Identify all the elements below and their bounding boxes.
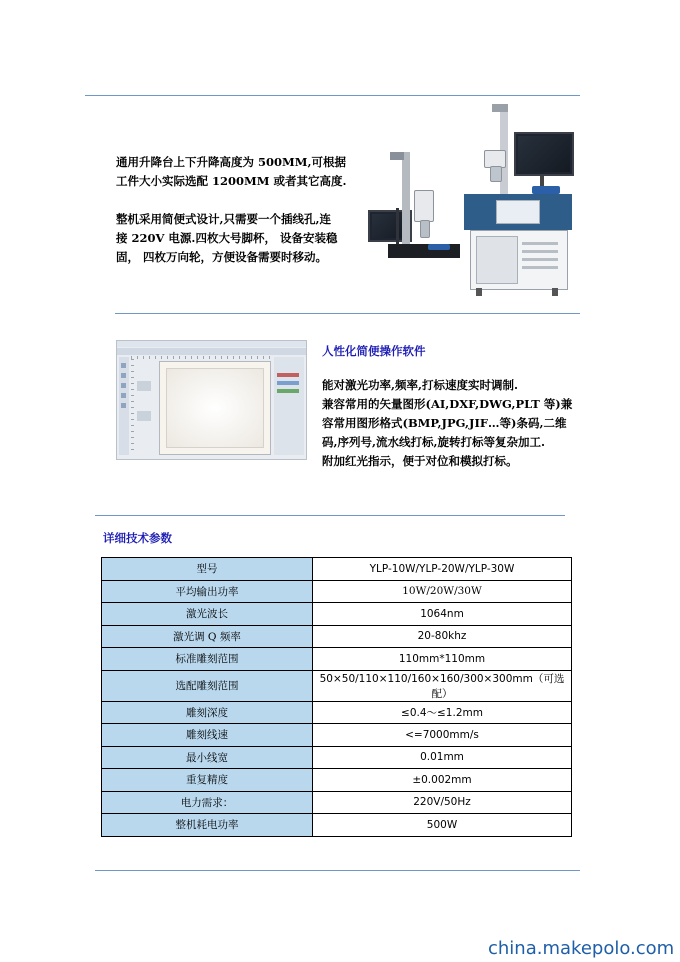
spec-value: <=7000mm/s — [313, 724, 572, 747]
spec-label: 雕刻线速 — [102, 724, 313, 747]
spec-label: 激光波长 — [102, 603, 313, 626]
software-line-3: 容常用图形格式(BMP,JPG,JIF…等)条码,二维 — [322, 416, 567, 430]
spec-value: 20-80khz — [313, 625, 572, 648]
spec-label: 激光调 Q 频率 — [102, 625, 313, 648]
design-line-1: 整机采用简便式设计,只需要一个插线孔,连 — [116, 212, 332, 226]
software-line-5: 附加红光指示，便于对位和模拟打标。 — [322, 454, 518, 468]
site-watermark: china.makepolo.com — [488, 938, 675, 959]
table-row — [102, 814, 572, 837]
spec-value: 0.01mm — [313, 746, 572, 769]
spec-label: 重复精度 — [102, 769, 313, 792]
machine-photo-lift — [358, 148, 460, 260]
table-row — [102, 724, 572, 747]
table-row — [102, 701, 572, 724]
spec-value: 220V/50Hz — [313, 791, 572, 814]
table-row — [102, 580, 572, 603]
spec-value: 10W/20W/30W — [313, 580, 572, 603]
spec-label: 平均输出功率 — [102, 580, 313, 603]
machine-photo-cabinet — [462, 102, 578, 298]
table-row — [102, 648, 572, 671]
spec-label: 选配雕刻范围 — [102, 670, 313, 701]
spec-value: ±0.002mm — [313, 769, 572, 792]
table-row — [102, 791, 572, 814]
spec-value: 50×50/110×110/160×160/300×300mm（可选配） — [313, 670, 572, 701]
spec-label: 型号 — [102, 558, 313, 581]
software-line-4: 码,序列号,流水线打标,旋转打标等复杂加工. — [322, 435, 546, 449]
intro-text — [116, 153, 346, 267]
spec-value: 110mm*110mm — [313, 648, 572, 671]
software-screenshot — [116, 340, 307, 460]
lift-line-2: 工件大小实际选配 1200MM 或者其它高度. — [116, 174, 347, 188]
spec-label: 标准雕刻范围 — [102, 648, 313, 671]
table-row — [102, 558, 572, 581]
spec-label: 最小线宽 — [102, 746, 313, 769]
top-divider — [85, 95, 580, 96]
software-line-2: 兼容常用的矢量图形(AI,DXF,DWG,PLT 等)兼 — [322, 397, 573, 411]
lift-line-1: 通用升降台上下升降高度为 500MM,可根据 — [116, 155, 346, 169]
table-row — [102, 670, 572, 701]
spec-label: 雕刻深度 — [102, 701, 313, 724]
design-line-2: 接 220V 电源.四枚大号脚杯， 设备安装稳 — [116, 231, 338, 245]
table-row — [102, 625, 572, 648]
bottom-divider — [95, 870, 580, 871]
divider-3 — [95, 515, 565, 516]
specs-heading: 详细技术参数 — [103, 531, 172, 545]
spec-value: 500W — [313, 814, 572, 837]
divider-2 — [115, 313, 580, 314]
spec-value: 1064nm — [313, 603, 572, 626]
spec-value: YLP-10W/YLP-20W/YLP-30W — [313, 558, 572, 581]
software-heading: 人性化简便操作软件 — [322, 344, 426, 358]
software-text — [322, 376, 572, 471]
table-row — [102, 603, 572, 626]
software-line-1: 能对激光功率,频率,打标速度实时调制. — [322, 378, 519, 392]
spec-label: 整机耗电功率 — [102, 814, 313, 837]
design-line-3: 固， 四枚万向轮，方便设备需要时移动。 — [116, 250, 328, 264]
table-row — [102, 769, 572, 792]
spec-value: ≤0.4～≤1.2mm — [313, 701, 572, 724]
specs-table — [101, 557, 572, 837]
spec-label: 电力需求： — [102, 791, 313, 814]
table-row — [102, 746, 572, 769]
